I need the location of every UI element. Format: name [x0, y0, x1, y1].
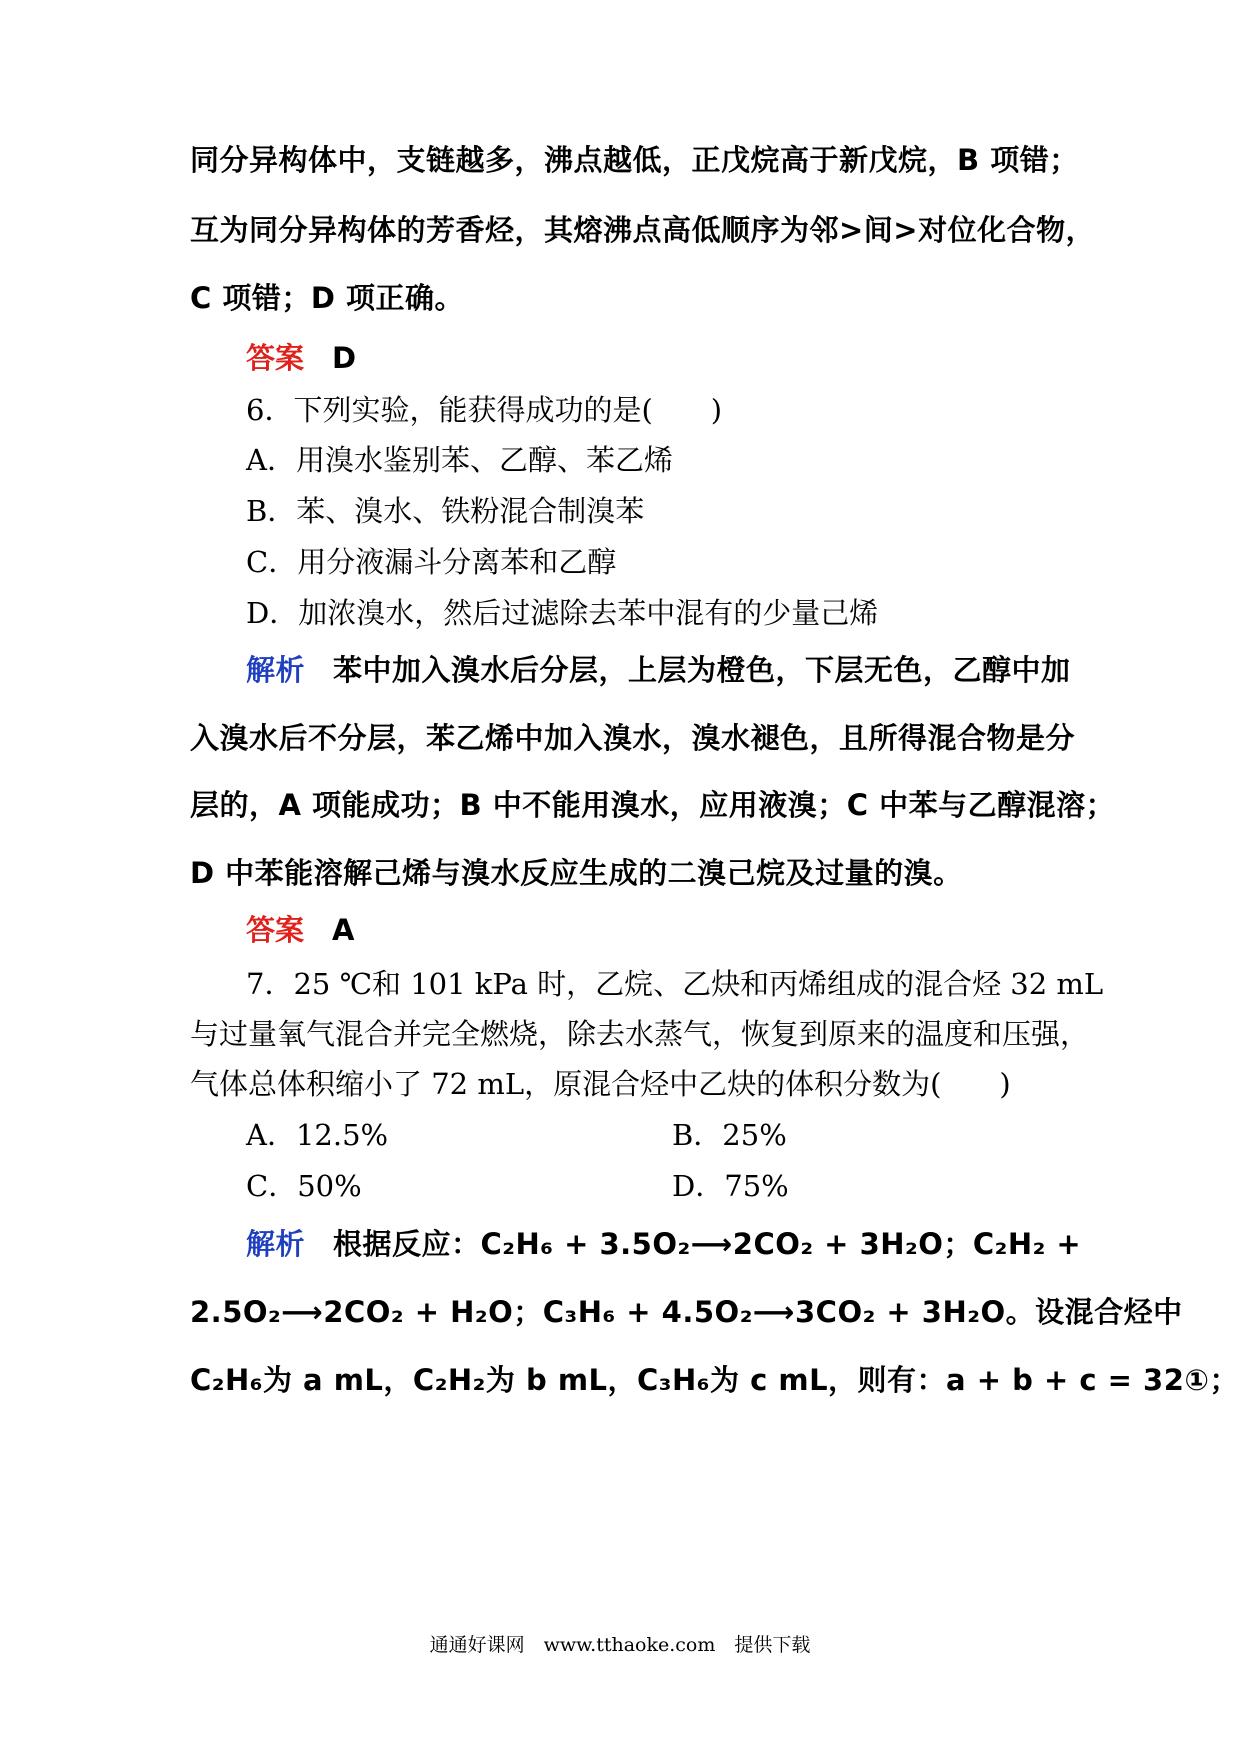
- q7-stem-line3: 气体总体积缩小了 72 mL，原混合烃中乙炔的体积分数为( ): [190, 1067, 1011, 1101]
- q7-option-d: D．75%: [672, 1169, 789, 1203]
- q6-analysis-line1: 解析 苯中加入溴水后分层，上层为橙色，下层无色，乙醇中加: [246, 653, 1071, 687]
- answer6-label: 答案: [246, 913, 305, 947]
- q6-option-c: C．用分液漏斗分离苯和乙醇: [246, 545, 617, 579]
- answer5: [246, 336, 1116, 377]
- q7-analysis-line1: 解析 根据反应：C₂H₆ + 3.5O₂⟶2CO₂ + 3H₂O；C₂H₂ +: [246, 1227, 1082, 1261]
- q6-analysis-label: 解析: [246, 653, 306, 687]
- q7-analysis-line2: 2.5O₂⟶2CO₂ + H₂O；C₃H₆ + 4.5O₂⟶3CO₂ + 3H₂O。设混合烃中: [190, 1295, 1183, 1329]
- answer6: [246, 908, 1116, 949]
- q7-option-c: C．50%: [246, 1169, 362, 1203]
- q7-stem-line2: 与过量氧气混合并完全燃烧，除去水蒸气，恢复到原来的温度和压强，: [190, 1017, 1090, 1051]
- q6-analysis-line3: 层的，A 项能成功；B 中不能用溴水，应用液溴；C 中苯与乙醇混溶；: [190, 788, 1116, 822]
- q6-analysis-line2: 入溴水后不分层，苯乙烯中加入溴水，溴水褪色，且所得混合物是分: [190, 721, 1076, 755]
- q7-option-b: B．25%: [672, 1118, 787, 1152]
- para5-line1: 同分异构体中，支链越多，沸点越低，正戊烷高于新戊烷，B 项错；: [190, 143, 1079, 177]
- q6-option-a: A．用溴水鉴别苯、乙醇、苯乙烯: [246, 443, 673, 477]
- q7-options-row1: [246, 1113, 1116, 1154]
- q7-analysis-line3: C₂H₆为 a mL，C₂H₂为 b mL，C₃H₆为 c mL，则有：a + b + c = 32①；: [190, 1363, 1239, 1397]
- answer5-value: D: [332, 341, 357, 375]
- q7-analysis-label: 解析: [246, 1227, 306, 1261]
- q6-analysis-line4: D 中苯能溶解己烯与溴水反应生成的二溴己烷及过量的溴。: [190, 856, 963, 890]
- para5-line3: C 项错；D 项正确。: [190, 281, 465, 315]
- answer6-value: A: [332, 913, 355, 947]
- answer5-label: 答案: [246, 341, 305, 375]
- q6-option-b: B．苯、溴水、铁粉混合制溴苯: [246, 494, 645, 528]
- q7-stem-line1: 7．25 ℃和 101 kPa 时，乙烷、乙炔和丙烯组成的混合烃 32 mL: [246, 967, 1104, 1001]
- q6-option-d: D．加浓溴水，然后过滤除去苯中混有的少量己烯: [246, 596, 879, 630]
- q7-option-a: A．12.5%: [246, 1118, 389, 1152]
- q7-options-row2: [246, 1164, 1116, 1205]
- q6-stem: 6．下列实验，能获得成功的是( ): [246, 393, 723, 427]
- para5-line2: 互为同分异构体的芳香烃，其熔沸点高低顺序为邻>间>对位化合物，: [190, 213, 1096, 247]
- page-footer: 通通好课网 www.tthaoke.com 提供下载: [429, 1634, 811, 1656]
